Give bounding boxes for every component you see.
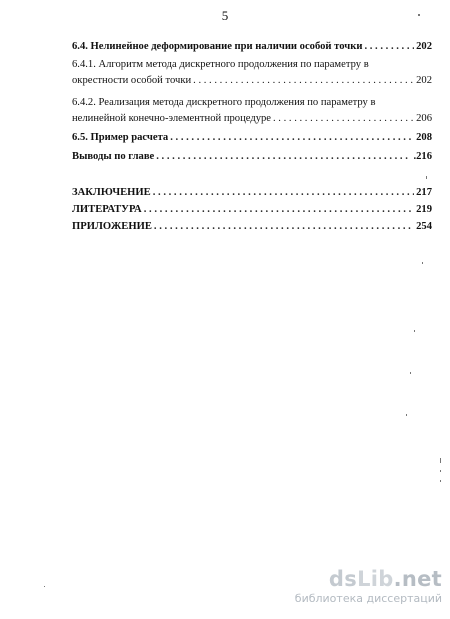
toc-entry-title: нелинейной конечно-элементной процедуре: [72, 113, 271, 124]
toc-entry-title: 6.4. Нелинейное деформирование при наличии особой точки: [72, 41, 363, 52]
toc-entry-literatura[interactable]: [72, 203, 432, 216]
toc-entry-page: 202: [416, 75, 432, 86]
toc-entry-page: .216: [413, 151, 432, 162]
dot-leader: [193, 74, 414, 87]
toc-entry-6-4-1[interactable]: [72, 74, 432, 87]
dot-leader: [144, 203, 414, 216]
toc-entry-prilozhenie[interactable]: [72, 220, 432, 233]
watermark-logo-ds: ds: [328, 567, 358, 591]
page-number: 5: [221, 8, 229, 23]
watermark: [262, 568, 442, 606]
toc-entry-title: 6.5. Пример расчета: [72, 132, 169, 143]
dot-leader: [273, 112, 414, 125]
scan-speck: [440, 458, 441, 463]
toc-entry-6-4-1-line1[interactable]: 6.4.1. Алгоритм метода дискретного продолжения по параметру в: [72, 59, 369, 70]
toc-entry-6-4-2[interactable]: [72, 112, 432, 125]
watermark-logo: [262, 568, 442, 590]
toc-entry-6-4[interactable]: [72, 40, 432, 53]
dot-leader: [156, 150, 411, 163]
dot-leader: [154, 220, 414, 233]
scan-speck: [418, 14, 420, 16]
toc-entry-page: 254: [416, 221, 432, 232]
toc-entry-page: 202: [416, 41, 432, 52]
toc-entry-6-4-2-line1[interactable]: 6.4.2. Реализация метода дискретного продолжения по параметру в: [72, 97, 376, 108]
toc-entry-title: ЛИТЕРАТУРА: [72, 204, 142, 215]
toc-entry-page: 219: [416, 204, 432, 215]
toc-entry-page: 217: [416, 187, 432, 198]
scan-speck: [414, 330, 415, 332]
dot-leader: [153, 186, 414, 199]
watermark-logo-lib: Lib: [357, 567, 394, 591]
toc-entry-conclusions[interactable]: [72, 150, 432, 163]
toc-entry-title: ПРИЛОЖЕНИЕ: [72, 221, 152, 232]
toc-entry-title: Выводы по главе: [72, 151, 155, 162]
scan-speck: [44, 586, 45, 587]
toc-entry-zaklyuchenie[interactable]: [72, 186, 432, 199]
watermark-logo-net: .net: [393, 567, 442, 591]
scan-speck: [440, 480, 441, 482]
toc-entry-page: 206: [416, 113, 432, 124]
scan-speck: [426, 176, 427, 179]
toc-entry-title: окрестности особой точки: [72, 75, 192, 86]
scan-speck: [406, 414, 407, 416]
dot-leader: [364, 40, 414, 53]
scan-speck: [440, 470, 441, 472]
toc-entry-title: ЗАКЛЮЧЕНИЕ: [72, 187, 151, 198]
scan-speck: [410, 372, 411, 374]
scan-speck: [422, 262, 423, 264]
watermark-subtitle: библиотека диссертаций: [294, 592, 442, 605]
toc-entry-page: 208: [416, 132, 432, 143]
dot-leader: [170, 131, 414, 144]
toc-entry-6-5[interactable]: [72, 131, 432, 144]
